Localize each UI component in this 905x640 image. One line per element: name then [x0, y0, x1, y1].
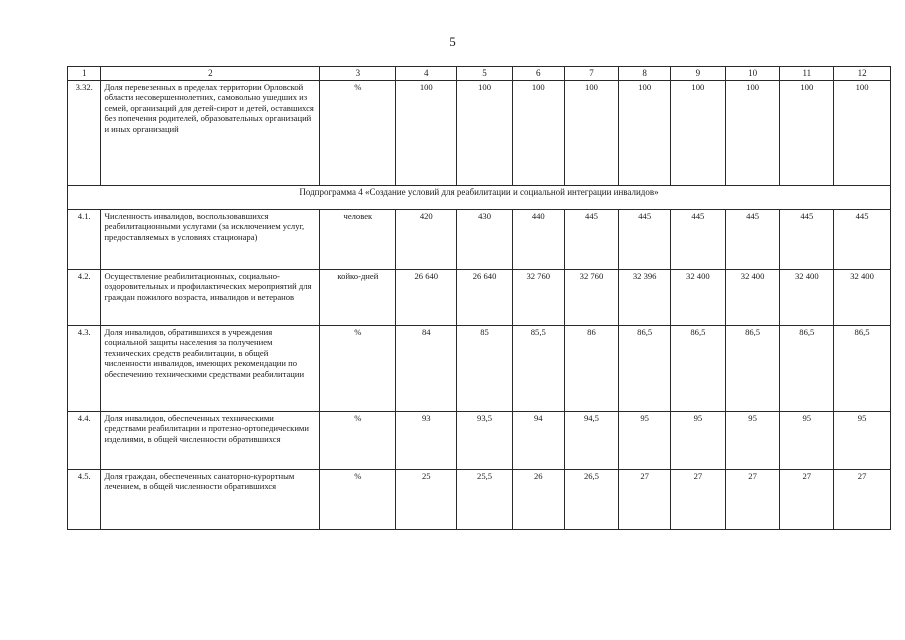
row-unit: %: [320, 412, 396, 470]
row-description: Численность инвалидов, воспользовавшихся реабилитационными услугами (за исключением услуг, предоставляемых в условиях стационара): [101, 210, 320, 270]
row-unit: %: [320, 470, 396, 530]
column-header: 9: [671, 67, 726, 81]
row-value: 445: [619, 210, 671, 270]
row-value: 26 640: [396, 270, 457, 326]
row-value: 95: [834, 412, 891, 470]
page-number: 5: [449, 34, 456, 49]
row-number: 4.2.: [68, 270, 101, 326]
row-value: 445: [834, 210, 891, 270]
row-value: 445: [671, 210, 726, 270]
row-value: 32 400: [671, 270, 726, 326]
table-row: [68, 326, 891, 412]
row-value: 100: [725, 81, 780, 186]
row-value: 32 396: [619, 270, 671, 326]
row-value: 445: [780, 210, 834, 270]
column-header: 11: [780, 67, 834, 81]
row-value: 27: [834, 470, 891, 530]
row-value: 27: [671, 470, 726, 530]
table-row: [68, 470, 891, 530]
row-description: Доля граждан, обеспеченных санаторно-курортным лечением, в общей численности обратившихся: [101, 470, 320, 530]
row-value: 84: [396, 326, 457, 412]
row-value: 86,5: [780, 326, 834, 412]
column-header: 6: [512, 67, 564, 81]
row-value: 26 640: [457, 270, 513, 326]
row-value: 94: [512, 412, 564, 470]
row-unit: %: [320, 81, 396, 186]
row-value: 95: [780, 412, 834, 470]
column-header: 10: [725, 67, 780, 81]
table-row: [68, 210, 891, 270]
row-value: 32 760: [512, 270, 564, 326]
row-value: 26,5: [564, 470, 619, 530]
row-value: 32 400: [780, 270, 834, 326]
table-row: [68, 81, 891, 186]
row-value: 86,5: [619, 326, 671, 412]
row-value: 100: [619, 81, 671, 186]
row-number: 3.32.: [68, 81, 101, 186]
row-value: 85,5: [512, 326, 564, 412]
row-value: 94,5: [564, 412, 619, 470]
row-unit: койко-дней: [320, 270, 396, 326]
row-value: 100: [512, 81, 564, 186]
column-header: 2: [101, 67, 320, 81]
row-number: 4.3.: [68, 326, 101, 412]
subprogram-row: [68, 186, 891, 210]
indicators-table: [67, 66, 891, 530]
row-value: 100: [671, 81, 726, 186]
row-description: Осуществление реабилитационных, социально-оздоровительных и профилактических мероприятий для граждан пожилого возраста, инвалидов и ветеранов: [101, 270, 320, 326]
table-row: [68, 412, 891, 470]
row-value: 100: [834, 81, 891, 186]
header-row: [68, 67, 891, 81]
row-value: 100: [396, 81, 457, 186]
row-value: 100: [457, 81, 513, 186]
row-number: 4.1.: [68, 210, 101, 270]
row-value: 25,5: [457, 470, 513, 530]
column-header: 5: [457, 67, 513, 81]
row-value: 93: [396, 412, 457, 470]
row-value: 86,5: [834, 326, 891, 412]
row-value: 86,5: [671, 326, 726, 412]
row-unit: %: [320, 326, 396, 412]
row-value: 100: [780, 81, 834, 186]
row-value: 93,5: [457, 412, 513, 470]
column-header: 1: [68, 67, 101, 81]
row-description: Доля инвалидов, обеспеченных техническими средствами реабилитации и протезно-ортопедическими изделиями, в общей численности обратившихся: [101, 412, 320, 470]
row-description: Доля инвалидов, обратившихся в учреждения социальной защиты населения за получением технических средств реабилитации, в общей численности инвалидов, имеющих рекомендации по обеспечению техническими средствами реабилитации: [101, 326, 320, 412]
row-value: 95: [671, 412, 726, 470]
row-value: 25: [396, 470, 457, 530]
row-number: 4.4.: [68, 412, 101, 470]
row-description: Доля перевезенных в пределах территории Орловской области несовершеннолетних, самовольно ушедших из семей, организаций для детей-сирот и детей, оставшихся без попечения родителей, образовательных организаций и иных организаций: [101, 81, 320, 186]
column-header: 8: [619, 67, 671, 81]
row-value: 27: [780, 470, 834, 530]
column-header: 7: [564, 67, 619, 81]
table-row: [68, 270, 891, 326]
row-value: 100: [564, 81, 619, 186]
row-unit: человек: [320, 210, 396, 270]
row-value: 32 760: [564, 270, 619, 326]
column-header: 3: [320, 67, 396, 81]
row-value: 86,5: [725, 326, 780, 412]
row-value: 27: [619, 470, 671, 530]
row-value: 430: [457, 210, 513, 270]
row-value: 32 400: [725, 270, 780, 326]
subprogram-title: Подпрограмма 4 «Создание условий для реабилитации и социальной интеграции инвалидов»: [68, 186, 891, 210]
row-value: 440: [512, 210, 564, 270]
column-header: 12: [834, 67, 891, 81]
row-value: 95: [619, 412, 671, 470]
row-number: 4.5.: [68, 470, 101, 530]
row-value: 86: [564, 326, 619, 412]
row-value: 420: [396, 210, 457, 270]
row-value: 85: [457, 326, 513, 412]
row-value: 27: [725, 470, 780, 530]
row-value: 26: [512, 470, 564, 530]
row-value: 445: [564, 210, 619, 270]
row-value: 32 400: [834, 270, 891, 326]
row-value: 95: [725, 412, 780, 470]
row-value: 445: [725, 210, 780, 270]
column-header: 4: [396, 67, 457, 81]
